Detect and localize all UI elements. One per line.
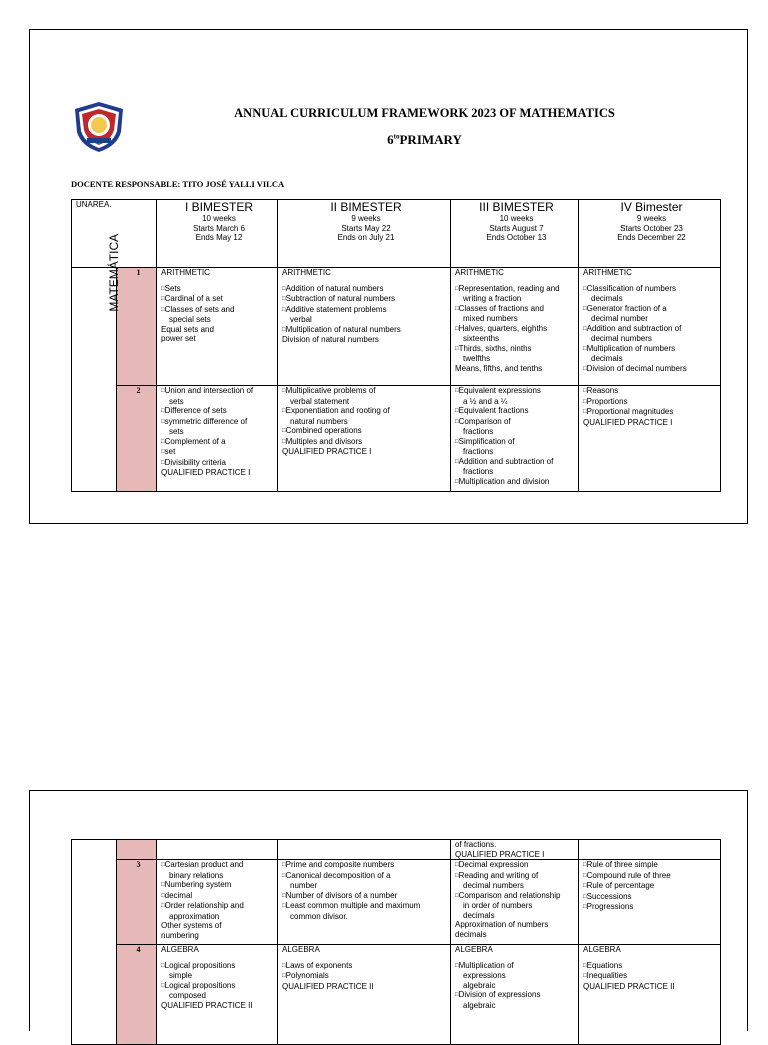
content-cell	[579, 945, 721, 1045]
section-heading: ARITHMETIC	[455, 268, 504, 277]
topic-item: approximation	[169, 911, 220, 921]
unit-number: 3	[117, 860, 157, 945]
topic-item: decimals	[591, 294, 623, 303]
topic-item: □ Equivalent fractions	[455, 406, 578, 417]
section-heading: ALGEBRA	[583, 945, 621, 954]
topic-item: □ Multiplicative problems of	[282, 386, 450, 397]
document-page-1	[29, 29, 748, 524]
topic-item: □ Reading and writing of	[455, 871, 578, 882]
topic-item: algebraic	[463, 980, 496, 990]
topic-item: □ Generator fraction of a	[583, 304, 720, 315]
content-cell	[157, 268, 278, 386]
topic-item: □ Canonical decomposition of a	[282, 871, 450, 882]
content-cell: of fractions. QUALIFIED PRACTICE I	[451, 840, 579, 860]
content-cell	[579, 860, 721, 945]
topic-item: □ Cartesian product and	[161, 860, 277, 871]
topic-note: QUALIFIED PRACTICE II	[161, 1000, 253, 1010]
topic-item: □ Comparison and relationship	[455, 891, 578, 902]
curriculum-table-continued	[71, 839, 721, 1045]
topic-item: sixteenths	[463, 334, 500, 343]
content-cell	[157, 386, 278, 492]
topic-item: decimal numbers	[463, 881, 524, 890]
curriculum-table	[71, 199, 721, 492]
topic-note: QUALIFIED PRACTICE II	[583, 981, 675, 991]
topic-item: algebraic	[463, 1000, 496, 1010]
content-cell	[451, 268, 579, 386]
topic-item: □ Division of decimal numbers	[583, 364, 720, 375]
topic-note: Division of natural numbers	[282, 335, 379, 344]
topic-item: decimals	[463, 910, 495, 920]
content-cell	[278, 386, 451, 492]
topic-item: decimal numbers	[591, 334, 652, 343]
topic-note: Approximation of numbers	[455, 920, 549, 929]
topic-item: □ Divisibility criteria	[161, 458, 277, 469]
unit-number	[117, 840, 157, 860]
topic-item: common divisor.	[290, 911, 348, 921]
content-cell	[278, 268, 451, 386]
topic-item: expressions	[463, 971, 506, 980]
topic-note: power set	[161, 334, 196, 343]
section-heading: ARITHMETIC	[282, 268, 331, 277]
topic-item: □ Classes of fractions and	[455, 304, 578, 315]
topic-item: □ Reasons	[583, 386, 720, 397]
grade-title: $6^{to}PRIMARY$	[387, 132, 462, 147]
topic-item: fractions	[463, 467, 494, 476]
topic-item: special sets	[169, 315, 211, 324]
topic-item: in order of numbers	[463, 901, 533, 910]
topic-item: □ Progressions	[583, 902, 720, 913]
content-cell	[579, 268, 721, 386]
bimester-header: IV Bimester 9 weeks Starts October 23 Ends December 22	[579, 200, 721, 268]
topic-item: □ Addition and subtraction of	[583, 324, 720, 335]
document-page-2	[29, 790, 748, 1031]
topic-item: □ Simplification of	[455, 437, 578, 448]
topic-note: Equal sets and	[161, 324, 214, 334]
topic-item: □ Division of expressions	[455, 990, 578, 1001]
topic-item: □ Classes of sets and	[161, 305, 277, 316]
topic-item: decimals	[591, 354, 623, 363]
topic-note: Other systems of	[161, 921, 222, 930]
topic-note: QUALIFIED PRACTICE II	[282, 981, 374, 991]
topic-item: □ Multiplication and division	[455, 477, 578, 488]
topic-item: □ Inequalities	[583, 971, 720, 982]
content-cell	[278, 840, 451, 860]
topic-item: decimal number	[591, 314, 648, 323]
topic-note: numbering	[161, 930, 199, 940]
topic-item: a ½ and a ¼	[463, 396, 508, 406]
topic-item: number	[290, 881, 318, 890]
content-cell	[157, 840, 278, 860]
bimester-header: III BIMESTER 10 weeks Starts August 7 Ends October 13	[451, 200, 579, 268]
topic-item: □ Equivalent expressions	[455, 386, 578, 397]
topic-item: □ Logical propositions	[161, 961, 277, 972]
content-cell	[579, 386, 721, 492]
responsible-teacher: DOCENTE RESPONSABLE: TITO JOSÉ YALLI VILCA	[71, 179, 285, 189]
topic-item: □ Addition and subtraction of	[455, 457, 578, 468]
topic-item: □ Laws of exponents	[282, 961, 450, 972]
topic-item: □ Numbering system	[161, 880, 277, 891]
topic-note: QUALIFIED PRACTICE I	[583, 417, 673, 427]
area-name-cell	[72, 840, 117, 1045]
document-title: ANNUAL CURRICULUM FRAMEWORK 2023 OF MATHEMATICS	[234, 106, 615, 120]
topic-item: □ Cardinal of a set	[161, 294, 277, 305]
topic-item: □ Logical propositions	[161, 981, 277, 992]
section-heading: ALGEBRA	[282, 945, 320, 954]
topic-item: □ Addition of natural numbers	[282, 284, 450, 295]
topic-item: □ Sets	[161, 284, 277, 295]
topic-item: twelfths	[463, 354, 491, 363]
topic-item: □ Difference of sets	[161, 406, 277, 417]
section-heading: ALGEBRA	[455, 945, 493, 954]
topic-item: □ Multiples and divisors	[282, 437, 450, 448]
topic-item: □ Comparison of	[455, 417, 578, 428]
topic-item: □ Proportions	[583, 397, 720, 408]
topic-item: □ decimal	[161, 891, 277, 902]
unit-number: 1	[117, 268, 157, 386]
topic-item: □ Halves, quarters, eighths	[455, 324, 578, 335]
topic-item: □ Number of divisors of a number	[282, 891, 450, 902]
bimester-header: I BIMESTER 10 weeks Starts March 6 Ends May 12	[157, 200, 278, 268]
topic-item: verbal statement	[290, 396, 350, 406]
topic-note: Means, fifths, and tenths	[455, 363, 543, 373]
topic-item: mixed numbers	[463, 314, 518, 323]
area-name-cell: MATEMÁTICA	[72, 268, 117, 492]
section-heading: ALGEBRA	[161, 945, 199, 954]
topic-item: □ Exponentiation and rooting of	[282, 406, 450, 417]
topic-item: □ Additive statement problems	[282, 305, 450, 316]
topic-item: composed	[169, 991, 206, 1000]
content-cell	[451, 860, 579, 945]
topic-item: □ set	[161, 447, 277, 458]
section-heading: ARITHMETIC	[161, 268, 210, 277]
topic-item: □ Union and intersection of	[161, 386, 277, 397]
topic-item: sets	[169, 396, 184, 406]
unit-number: 4	[117, 945, 157, 1045]
topic-item: □ Multiplication of numbers	[583, 344, 720, 355]
content-cell	[157, 945, 278, 1045]
topic-item: sets	[169, 427, 184, 436]
topic-item: □ Thirds, sixths, ninths	[455, 344, 578, 355]
topic-note: QUALIFIED PRACTICE I	[282, 447, 372, 456]
unit-number: 2	[117, 386, 157, 492]
topic-item: simple	[169, 971, 193, 980]
topic-note: QUALIFIED PRACTICE I	[161, 468, 251, 477]
topic-item: verbal	[290, 315, 312, 324]
bimester-header: II BIMESTER 9 weeks Starts May 22 Ends on July 21	[278, 200, 451, 268]
topic-item: □ Multiplication of	[455, 961, 578, 972]
topic-item: fractions	[463, 447, 494, 456]
topic-item: □ Successions	[583, 892, 720, 903]
topic-item: □ Multiplication of natural numbers	[282, 325, 450, 336]
topic-item: □ Combined operations	[282, 426, 450, 437]
topic-item: □ Subtraction of natural numbers	[282, 294, 450, 305]
topic-item: natural numbers	[290, 416, 348, 426]
topic-item: □ Equations	[583, 961, 720, 972]
content-cell	[451, 945, 579, 1045]
area-header: UNAREA.	[72, 200, 157, 268]
topic-item: □ Rule of three simple	[583, 860, 720, 871]
topic-item: □ Compound rule of three	[583, 871, 720, 882]
topic-item: writing a fraction	[463, 294, 522, 303]
topic-item: binary relations	[169, 870, 224, 880]
topic-item: □ Decimal expression	[455, 860, 578, 871]
topic-item: □ Polynomials	[282, 971, 450, 982]
content-cell	[278, 945, 451, 1045]
content-cell	[278, 860, 451, 945]
section-heading: ARITHMETIC	[583, 268, 632, 277]
topic-item: □ Classification of numbers	[583, 284, 720, 295]
content-cell	[579, 840, 721, 860]
topic-item: fractions	[463, 427, 494, 436]
topic-item: □ Rule of percentage	[583, 881, 720, 892]
topic-item: □ Prime and composite numbers	[282, 860, 450, 871]
topic-item: □ symmetric difference of	[161, 417, 277, 428]
topic-item: □ Proportional magnitudes	[583, 407, 720, 418]
topic-note: decimals	[455, 929, 487, 939]
topic-item: □ Least common multiple and maximum	[282, 901, 450, 912]
topic-item: □ Representation, reading and	[455, 284, 578, 295]
topic-item: □ Complement of a	[161, 437, 277, 448]
content-cell	[157, 860, 278, 945]
content-cell	[451, 386, 579, 492]
topic-item: □ Order relationship and	[161, 901, 277, 912]
